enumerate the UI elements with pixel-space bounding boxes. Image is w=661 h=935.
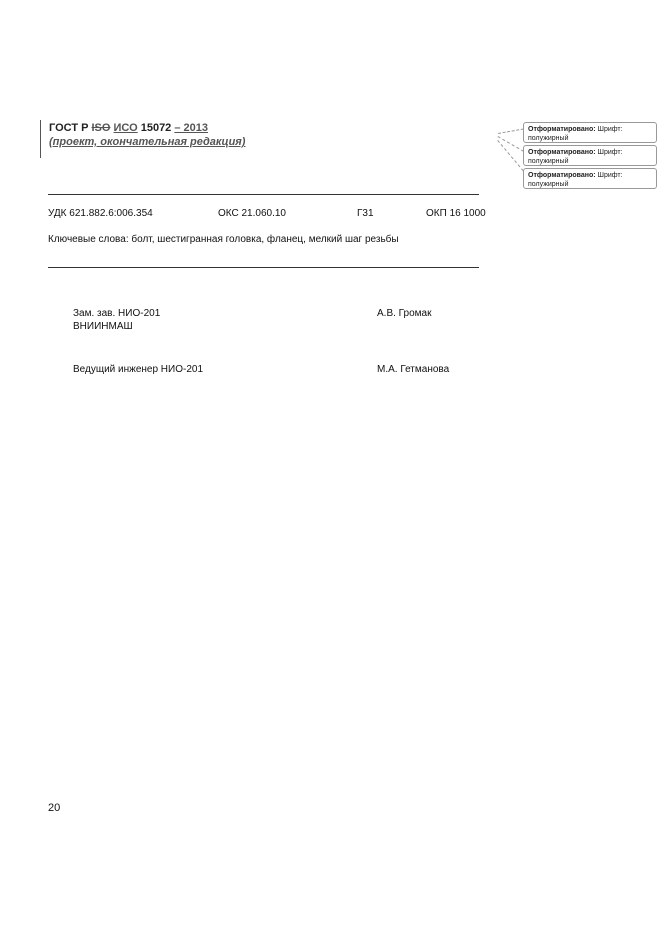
standard-prefix: ГОСТ Р [49, 122, 92, 134]
format-comment-2[interactable] [523, 145, 657, 166]
deleted-iso-text: ISO [91, 122, 111, 134]
change-bar [40, 120, 41, 158]
oks-code: ОКС 21.060.10 [218, 208, 286, 219]
document-header [49, 121, 245, 149]
signature-name-1: А.В. Громак [377, 308, 432, 319]
page-number: 20 [48, 802, 61, 814]
comment-label: Отформатировано: [528, 172, 596, 179]
top-rule [48, 194, 479, 195]
standard-year: – 2013 [174, 122, 209, 134]
keywords: Ключевые слова: болт, шестигранная головка, фланец, мелкий шаг резьбы [48, 234, 399, 245]
comment-text: Шрифт: полужирный [528, 126, 623, 142]
format-comment-3[interactable] [523, 168, 657, 189]
signature-position-1 [73, 307, 160, 333]
standard-number: 15072 [137, 122, 175, 134]
inserted-iso-text: ИСО [113, 122, 138, 134]
signature-name-2: М.А. Гетманова [377, 364, 450, 375]
comment-text: Шрифт: полужирный [528, 172, 623, 188]
udk-code: УДК 621.882.6:006.354 [48, 208, 153, 219]
draft-label: (проект, окончательная редакция) [49, 136, 246, 148]
bottom-rule [48, 267, 479, 268]
group-code: Г31 [357, 208, 374, 219]
comment-leader-1 [498, 128, 524, 133]
okp-code: ОКП 16 1000 [426, 208, 486, 219]
comment-label: Отформатировано: [528, 126, 596, 133]
position-title: Зам. зав. НИО-201 [73, 308, 161, 319]
format-comment-1[interactable] [523, 122, 657, 143]
comment-label: Отформатировано: [528, 149, 596, 156]
organization: ВНИИНМАШ [73, 321, 133, 332]
standard-designation [49, 121, 245, 135]
signature-position-2: Ведущий инженер НИО-201 [73, 364, 204, 375]
comment-text: Шрифт: полужирный [528, 149, 623, 165]
